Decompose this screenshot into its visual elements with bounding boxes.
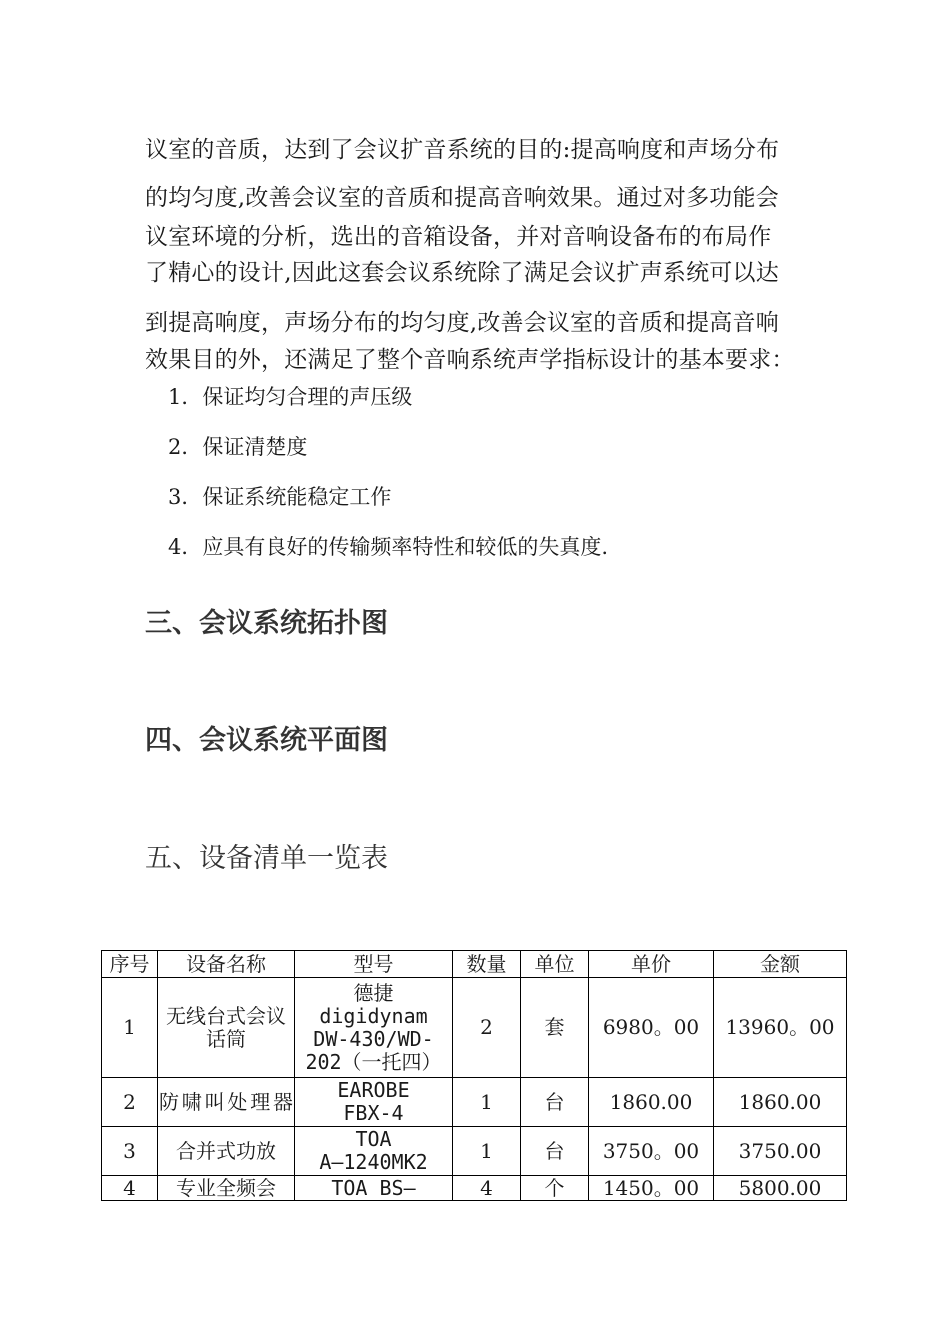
cell-model: [295, 978, 453, 1078]
table-row: [102, 978, 847, 1078]
list-item: 4．应具有良好的传输频率特性和较低的失真度.: [168, 535, 609, 559]
table-row: [102, 1127, 847, 1176]
cell-no: 3: [102, 1127, 158, 1176]
table-row: [102, 1176, 847, 1201]
cell-qty: 1: [453, 1127, 521, 1176]
paragraph-line: 议室的音质，达到了会议扩音系统的目的:提高响度和声场分布: [145, 137, 780, 163]
model-line: A—1240MK2: [319, 1150, 428, 1174]
model-line: 202（一托四）: [305, 1049, 442, 1074]
header-cell: 型号: [295, 951, 453, 978]
paragraph-line: 的均匀度,改善会议室的音质和提高音响效果。通过对多功能会: [145, 185, 779, 211]
paragraph-line: 议室环境的分析，选出的音箱设备，并对音响设备布的布局作: [145, 224, 772, 250]
model-line: TOA BS—: [331, 1175, 416, 1200]
cell-amount: 1860.00: [714, 1078, 847, 1127]
cell-no: 1: [102, 978, 158, 1078]
model-line: DW-430/WD-: [313, 1026, 434, 1051]
cell-price: 3750。00: [589, 1127, 714, 1176]
model-line: 德捷: [353, 980, 394, 1005]
equipment-table: [101, 950, 847, 1201]
cell-name: 专业全频会: [158, 1176, 295, 1201]
heading-topology: 三、会议系统拓扑图: [145, 608, 388, 639]
list-item: 3．保证系统能稳定工作: [168, 485, 392, 509]
cell-unit: 套: [521, 978, 589, 1078]
cell-model: [295, 1176, 453, 1201]
heading-floorplan: 四、会议系统平面图: [145, 725, 388, 756]
cell-price: 1860.00: [589, 1078, 714, 1127]
header-cell: 单位: [521, 951, 589, 978]
header-cell: 数量: [453, 951, 521, 978]
header-cell: 序号: [102, 951, 158, 978]
cell-qty: 1: [453, 1078, 521, 1127]
list-item: 2．保证清楚度: [168, 435, 308, 459]
cell-model: [295, 1127, 453, 1176]
cell-amount: 5800.00: [714, 1176, 847, 1201]
cell-unit: 台: [521, 1078, 589, 1127]
cell-price: 6980。00: [589, 978, 714, 1078]
header-cell: 单价: [589, 951, 714, 978]
header-cell: 金额: [714, 951, 847, 978]
cell-no: 4: [102, 1176, 158, 1201]
cell-name: 合并式功放: [158, 1127, 295, 1176]
paragraph-line: 了精心的设计,因此这套会议系统除了满足会议扩声系统可以达: [145, 260, 779, 286]
model-line: digidynam: [319, 1003, 428, 1028]
cell-amount: 13960。00: [714, 978, 847, 1078]
cell-name: 无线台式会议话筒: [158, 978, 295, 1078]
model-line: TOA: [355, 1127, 392, 1151]
cell-unit: 个: [521, 1176, 589, 1201]
cell-name: 防啸叫处理器: [158, 1078, 295, 1127]
header-cell: 设备名称: [158, 951, 295, 978]
table-header-row: [102, 951, 847, 978]
cell-qty: 2: [453, 978, 521, 1078]
model-line: FBX-4: [343, 1101, 404, 1125]
model-line: EAROBE: [337, 1078, 410, 1102]
cell-price: 1450。00: [589, 1176, 714, 1201]
paragraph-line: 效果目的外，还满足了整个音响系统声学指标设计的基本要求：: [145, 347, 795, 373]
heading-equipment-list: 五、设备清单一览表: [145, 843, 388, 874]
cell-qty: 4: [453, 1176, 521, 1201]
list-item: 1．保证均匀合理的声压级: [168, 385, 413, 409]
paragraph-line: 到提高响度，声场分布的均匀度,改善会议室的音质和提高音响: [145, 310, 779, 336]
table-row: [102, 1078, 847, 1127]
cell-amount: 3750.00: [714, 1127, 847, 1176]
cell-no: 2: [102, 1078, 158, 1127]
cell-model: [295, 1078, 453, 1127]
cell-unit: 台: [521, 1127, 589, 1176]
